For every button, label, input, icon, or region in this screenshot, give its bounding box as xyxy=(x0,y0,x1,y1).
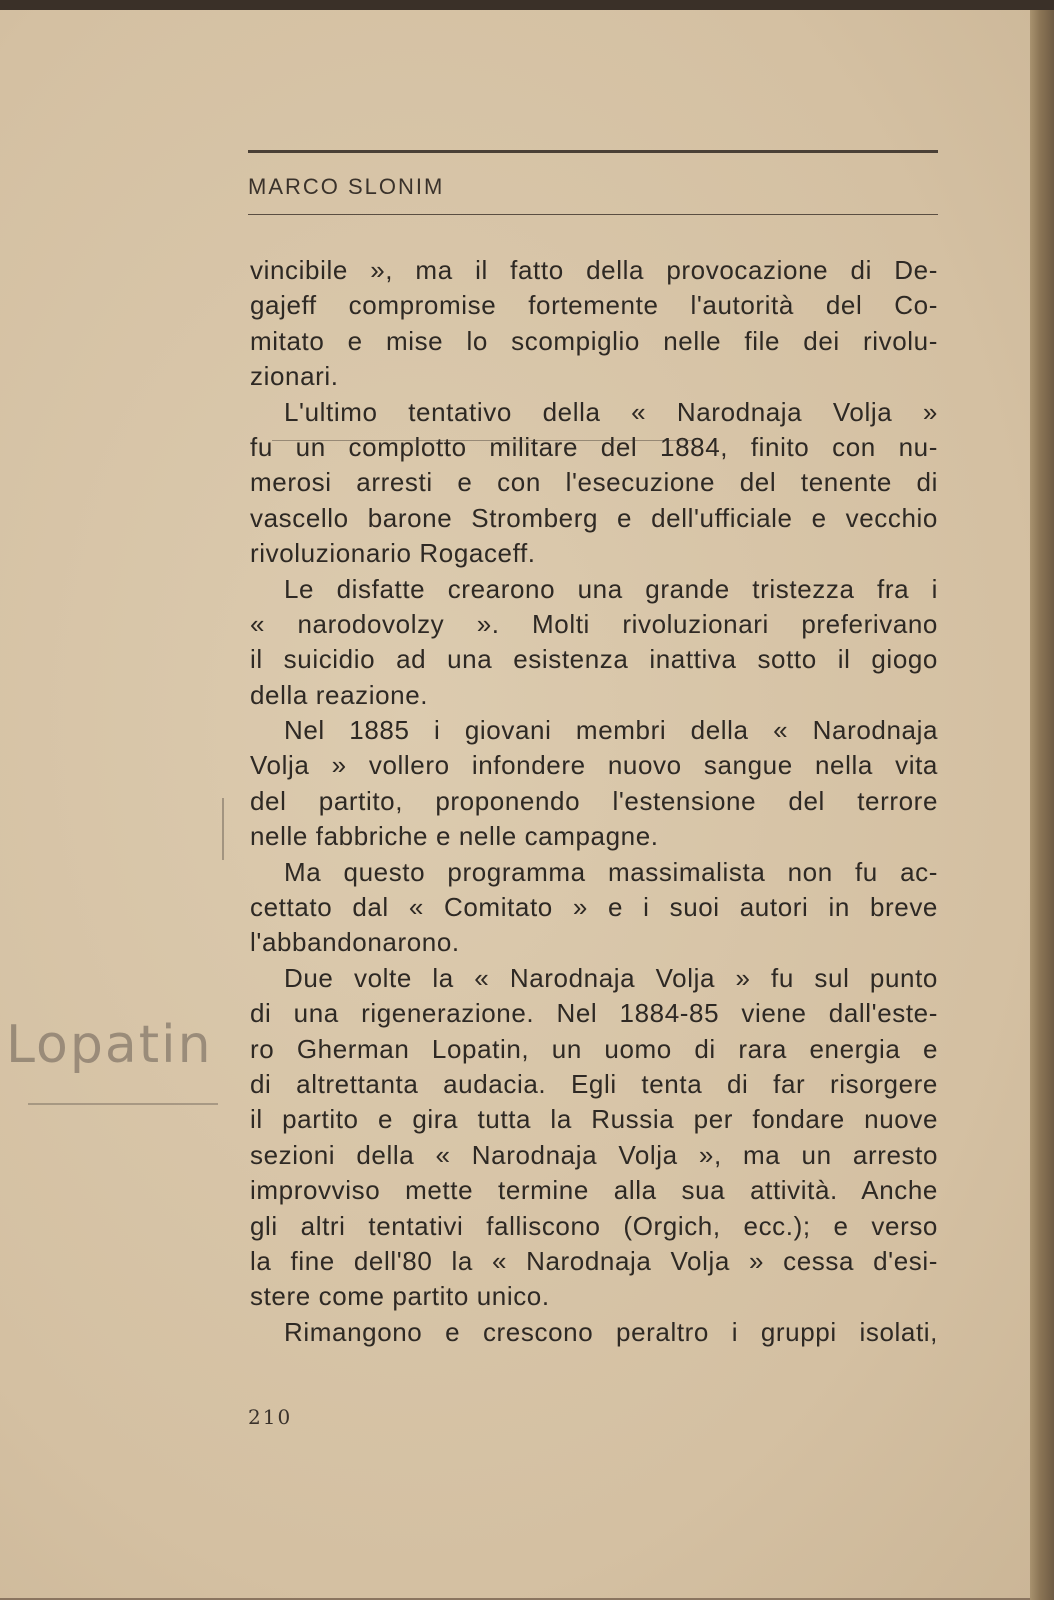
text-line: nelle fabbriche e nelle campagne. xyxy=(250,821,659,852)
text-line: la fine dell'80 la « Narodnaja Volja » cessa d'esi- xyxy=(250,1245,938,1276)
text-line: sezioni della « Narodnaja Volja », ma un arresto xyxy=(250,1139,938,1170)
text-line: « narodovolzy ». Molti rivoluzionari preferivano xyxy=(250,608,938,639)
running-head: MARCO SLONIM xyxy=(248,174,445,199)
text-line: ro Gherman Lopatin, un uomo di rara energia e xyxy=(250,1033,938,1064)
text-line: L'ultimo tentativo della « Narodnaja Volja » xyxy=(284,396,938,427)
margin-bracket-mark xyxy=(222,798,227,860)
text-line: Due volte la « Narodnaja Volja » fu sul punto xyxy=(284,962,938,993)
text-line: di altrettanta audacia. Egli tenta di far risorgere xyxy=(250,1068,938,1099)
text-line: il suicidio ad una esistenza inattiva sotto il giogo xyxy=(250,644,938,675)
margin-handwriting: Lopatin xyxy=(6,1015,213,1075)
header-rule xyxy=(248,150,938,153)
text-line: rivoluzionario Rogaceff. xyxy=(250,538,536,569)
text-line: merosi arresti e con l'esecuzione del tenente di xyxy=(250,467,938,498)
text-line: gli altri tentativi falliscono (Orgich, ecc.); e verso xyxy=(250,1210,938,1241)
text-line: Le disfatte crearono una grande tristezza fra i xyxy=(284,573,938,604)
page-edge xyxy=(1030,0,1054,1600)
body-text xyxy=(250,253,938,1350)
text-line: improvviso mette termine alla sua attività. Anche xyxy=(250,1175,938,1206)
header-underline xyxy=(248,214,938,215)
text-line: Volja » vollero infondere nuovo sangue nella vita xyxy=(250,750,938,781)
top-edge xyxy=(0,0,1054,10)
text-line: di una rigenerazione. Nel 1884-85 viene dall'este- xyxy=(250,998,938,1029)
text-line: della reazione. xyxy=(250,679,429,710)
text-line: l'abbandonarono. xyxy=(250,927,460,958)
text-line: vincibile », ma il fatto della provocazione di De- xyxy=(250,255,938,285)
text-line: gajeff compromise fortemente l'autorità del Co- xyxy=(250,290,938,321)
margin-handwriting-rule xyxy=(28,1103,218,1105)
pencil-underline xyxy=(272,440,692,441)
text-line: cettato dal « Comitato » e i suoi autori in breve xyxy=(250,892,938,923)
text-line: zionari. xyxy=(250,361,339,392)
page-number: 210 xyxy=(248,1405,293,1429)
text-line: il partito e gira tutta la Russia per fondare nuove xyxy=(250,1104,938,1135)
text-line: stere come partito unico. xyxy=(250,1281,550,1312)
text-line: del partito, proponendo l'estensione del terrore xyxy=(250,785,938,816)
text-line: vascello barone Stromberg e dell'ufficiale e vecchio xyxy=(250,502,938,533)
text-line: Rimangono e crescono peraltro i gruppi isolati, xyxy=(284,1316,938,1347)
text-line: mitato e mise lo scompiglio nelle file dei rivolu- xyxy=(250,325,938,356)
text-line: Ma questo programma massimalista non fu ac- xyxy=(284,856,938,887)
text-line: Nel 1885 i giovani membri della « Narodnaja xyxy=(284,715,938,746)
text-line: fu un complotto militare del 1884, finito con nu- xyxy=(250,431,938,462)
